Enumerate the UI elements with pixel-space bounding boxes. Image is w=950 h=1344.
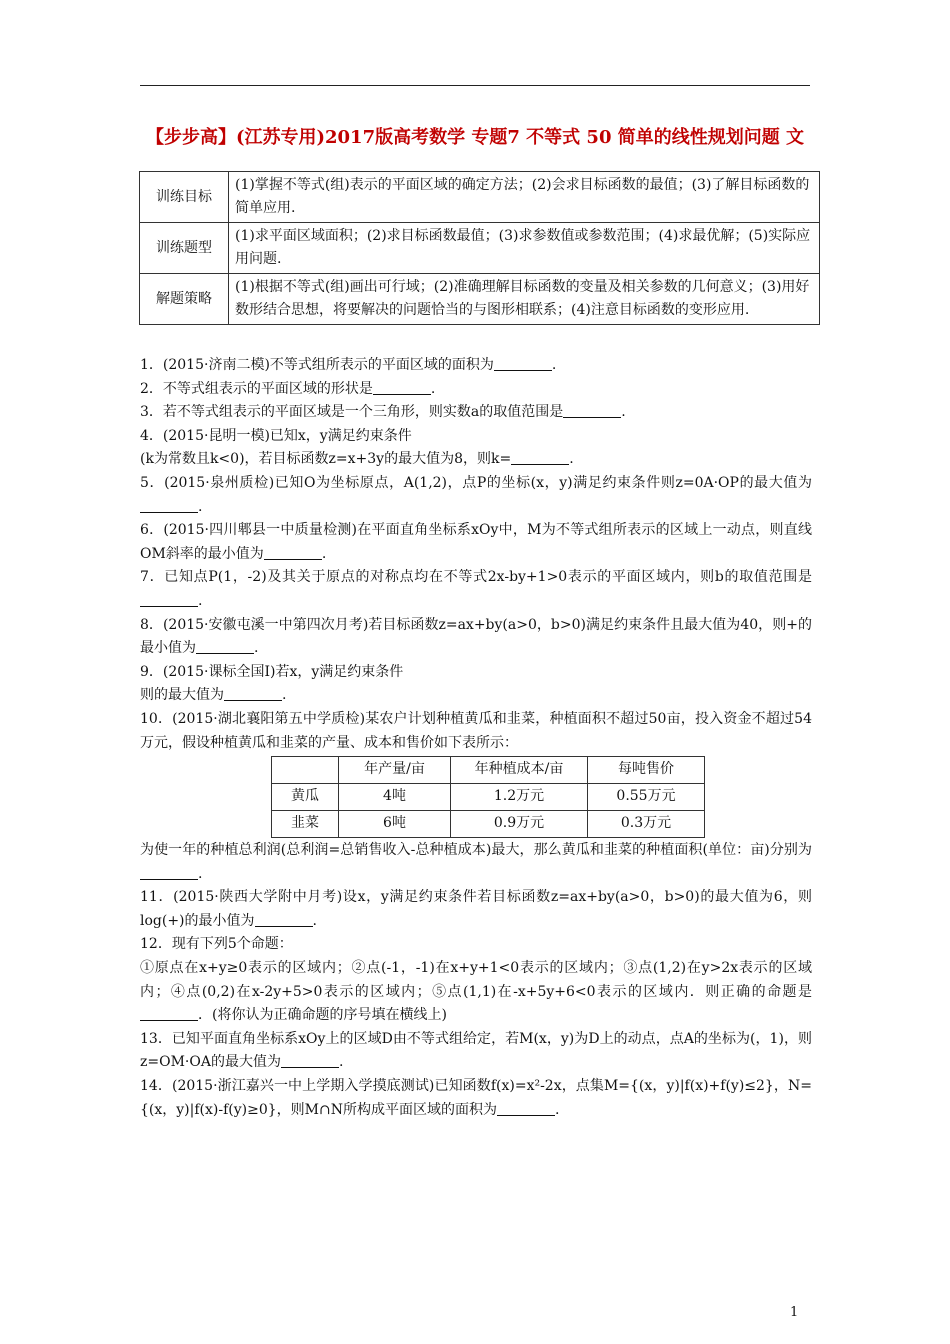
answer-blank[interactable] xyxy=(255,912,313,927)
table-row xyxy=(272,784,705,811)
header-cell: 年产量/亩 xyxy=(339,757,451,784)
question-11: 11．(2015·陕西大学附中月考)设x，y满足约束条件若目标函数z=ax+by(a>0，b>0)的最大值为6，则log(+)的最小值为 . xyxy=(140,889,812,929)
table-cell: 韭菜 xyxy=(272,811,339,838)
question-4-cont: (k为常数且k<0)，若目标函数z=x+3y的最大值为8，则k= . xyxy=(140,451,574,468)
answer-blank[interactable] xyxy=(140,592,198,607)
table-cell: 4吨 xyxy=(339,784,451,811)
question-4: 4．(2015·昆明一模)已知x，y满足约束条件 xyxy=(140,427,412,444)
answer-blank[interactable] xyxy=(494,356,552,371)
table-cell: 0.55万元 xyxy=(588,784,705,811)
question-12: 12．现有下列5个命题： xyxy=(140,936,293,953)
table-cell: 0.3万元 xyxy=(588,811,705,838)
row-label: 训练题型 xyxy=(140,223,229,274)
header-cell: 年种植成本/亩 xyxy=(451,757,588,784)
answer-blank[interactable] xyxy=(264,545,322,560)
page-number: 1 xyxy=(790,1305,799,1320)
answer-blank[interactable] xyxy=(140,1006,198,1021)
question-7: 7．已知点P(1，-2)及其关于原点的对称点均在不等式2x-by+1>0表示的平面区域内，则b的取值范围是. xyxy=(140,569,812,609)
question-3: 3．若不等式组表示的平面区域是一个三角形，则实数a的取值范围是 . xyxy=(140,404,626,421)
crop-data-table xyxy=(271,756,705,838)
table-row xyxy=(140,223,820,274)
row-label: 训练目标 xyxy=(140,172,229,223)
answer-blank[interactable] xyxy=(196,639,254,654)
question-6: 6．(2015·四川郫县一中质量检测)在平面直角坐标系xOy中，M为不等式组所表示的区域上一动点，则直线OM斜率的最小值为 . xyxy=(140,522,812,562)
answer-blank[interactable] xyxy=(373,380,431,395)
question-1: 1．(2015·济南二模)不等式组所表示的平面区域的面积为 . xyxy=(140,357,557,373)
question-5: 5．(2015·泉州质检)已知O为坐标原点，A(1,2)，点P的坐标(x，y)满足约束条件则z=0A·OP的最大值为. xyxy=(140,474,812,515)
question-12-cont: ①原点在x+y≥0表示的区域内；②点(-1，-1)在x+y+1<0表示的区域内；③点(1,2)在y>2x表示的区域内；④点(0,2)在x-2y+5>0表示的区域内；⑤点(1,1)在-x+5y+6<0表示的区域内．则正确的命题是．(将你认为正确命题的序号填在横线上) xyxy=(140,960,812,1024)
row-text: (1)掌握不等式(组)表示的平面区域的确定方法；(2)会求目标函数的最值；(3)了解目标函数的简单应用. xyxy=(229,172,820,223)
table-header-row xyxy=(272,757,705,784)
question-10: 10．(2015·湖北襄阳第五中学质检)某农户计划种植黄瓜和韭菜，种植面积不超过50亩，投入资金不超过54万元，假设种植黄瓜和韭菜的产量、成本和售价如下表所示： xyxy=(140,710,812,751)
answer-blank[interactable] xyxy=(511,450,569,465)
question-list xyxy=(140,354,812,1122)
answer-blank[interactable] xyxy=(563,403,621,418)
answer-blank[interactable] xyxy=(281,1053,339,1068)
table-row xyxy=(140,172,820,223)
question-10-cont: 为使一年的种植总利润(总利润=总销售收入-总种植成本)最大，那么黄瓜和韭菜的种植面积(单位：亩)分别为. xyxy=(140,842,812,882)
question-14: 14．(2015·浙江嘉兴一中上学期入学摸底测试)已知函数f(x)=x²-2x，点集M={(x，y)|f(x)+f(y)≤2}，N={(x，y)|f(x)-f(y)≥0}，则M∩N所构成平面区域的面积为 . xyxy=(140,1078,812,1118)
row-text: (1)求平面区域面积；(2)求目标函数最值；(3)求参数值或参数范围；(4)求最优解；(5)实际应用问题. xyxy=(229,223,820,274)
question-8: 8．(2015·安徽屯溪一中第四次月考)若目标函数z=ax+by(a>0，b>0)满足约束条件且最大值为40，则+的最小值为 . xyxy=(140,616,812,657)
table-cell: 黄瓜 xyxy=(272,784,339,811)
header-rule xyxy=(140,85,810,86)
row-label: 解题策略 xyxy=(140,274,229,325)
answer-blank[interactable] xyxy=(224,686,282,701)
question-9: 9．(2015·课标全国Ⅰ)若x，y满足约束条件 xyxy=(140,663,404,680)
table-row xyxy=(272,811,705,838)
question-13: 13．已知平面直角坐标系xOy上的区域D由不等式组给定，若M(x，y)为D上的动点，点A的坐标为(，1)，则z=OM·OA的最大值为 . xyxy=(140,1030,812,1071)
training-objectives-table xyxy=(139,171,820,325)
table-cell: 1.2万元 xyxy=(451,784,588,811)
answer-blank[interactable] xyxy=(140,865,198,880)
answer-blank[interactable] xyxy=(140,498,198,513)
question-9-cont: 则的最大值为 . xyxy=(140,687,287,704)
header-cell xyxy=(272,757,339,784)
table-cell: 6吨 xyxy=(339,811,451,838)
question-2: 2．不等式组表示的平面区域的形状是 . xyxy=(140,380,436,397)
page-title: 【步步高】(江苏专用)2017版高考数学 专题7 不等式 50 简单的线性规划问题 文 xyxy=(145,127,805,148)
table-row xyxy=(140,274,820,325)
table-cell: 0.9万元 xyxy=(451,811,588,838)
answer-blank[interactable] xyxy=(497,1101,555,1116)
row-text: (1)根据不等式(组)画出可行域；(2)准确理解目标函数的变量及相关参数的几何意义；(3)用好数形结合思想，将要解决的问题恰当的与图形相联系；(4)注意目标函数的变形应用. xyxy=(229,274,820,325)
header-cell: 每吨售价 xyxy=(588,757,705,784)
